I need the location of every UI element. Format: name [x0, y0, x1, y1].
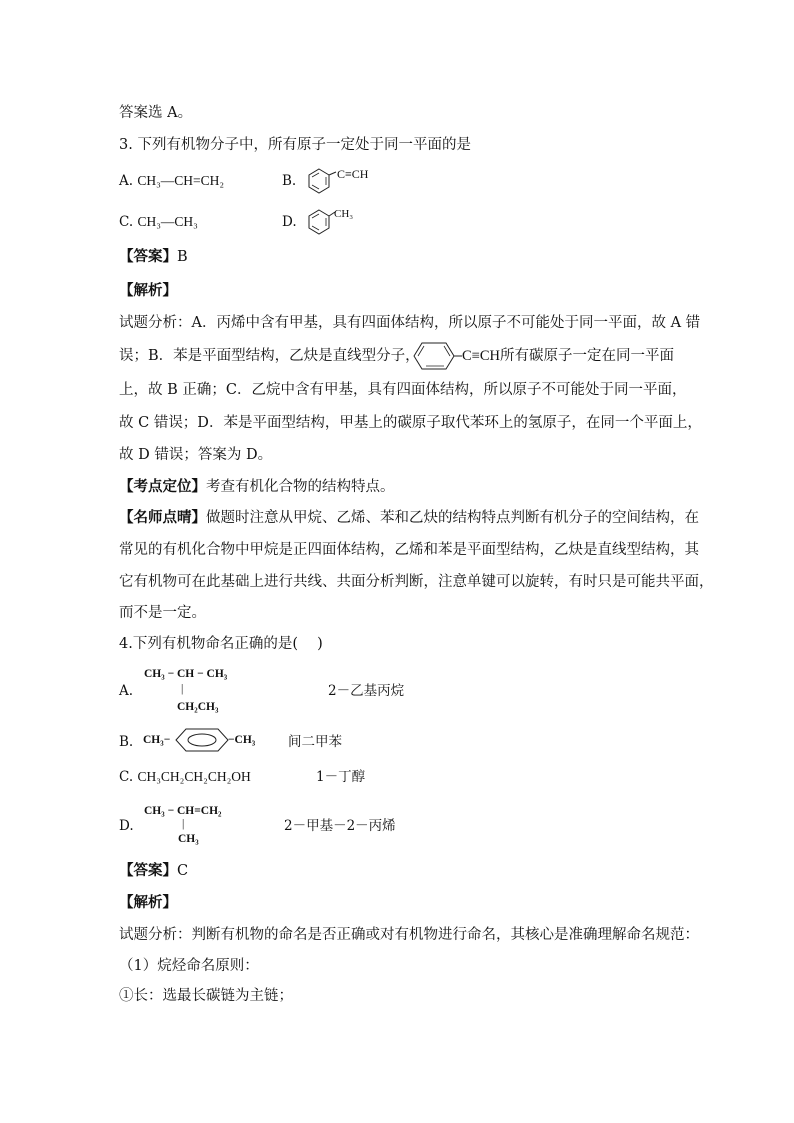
q4-b-right: −CH₃ [228, 734, 256, 746]
q4-c-formula: CH₃CH₂CH₂CH₂OH [137, 769, 251, 784]
benzene-ring-inline-icon [402, 338, 462, 374]
q3-analysis-line-4: 故 C 错误；D．苯是平面型结构，甲基上的碳原子取代苯环上的氢原子，在同一个平面上， [119, 415, 702, 431]
q4-d-name: 2－甲基－2－丙烯 [284, 818, 396, 834]
q4-option-c [119, 768, 251, 786]
q3-analysis-line-2a: 误；B．苯是平面型结构，乙炔是直线型分子， [119, 348, 420, 364]
q4-b-name: 间二甲苯 [288, 734, 342, 750]
q4-c-label: C. [119, 769, 138, 785]
q3-option-d-label: D. [282, 214, 297, 230]
q4-c-name: 1－丁醇 [316, 769, 366, 785]
q3-option-b-label: B. [282, 173, 297, 189]
q3-option-a-formula: CH₃—CH=CH₂ [137, 173, 225, 188]
q4-analysis-line-3: ①长：选最长碳链为主链； [119, 988, 293, 1004]
q4-a-top: CH₃ − CH − CH₃ [144, 668, 228, 680]
q3-option-d-group: CH₃ [334, 208, 354, 220]
q4-a-label: A. [119, 683, 134, 699]
q4-analysis-line-1: 试题分析：判断有机物的命名是否正确或对有机物进行命名，其核心是准确理解命名规范： [119, 927, 699, 943]
q3-analysis-line-2b: C≡CH所有碳原子一定在同一平面 [462, 348, 674, 364]
q4-answer [119, 862, 188, 880]
q3-analysis-line-5: 故 D 错误；答案为 D。 [119, 447, 273, 463]
q3-analysis-line-3: 上，故 B 正确；C．乙烷中含有甲基，具有四面体结构，所以原子不可能处于同一平面， [119, 382, 687, 398]
answer-tag: 【答案】 [119, 248, 177, 265]
q3-option-c-label: C. [119, 214, 138, 230]
q4-d-label: D. [119, 818, 134, 834]
answer-value: B [177, 249, 188, 265]
q3-option-a [119, 172, 224, 190]
mingshi-line-2: 常见的有机化合物中甲烷是正四面体结构，乙烯和苯是平面型结构，乙炔是直线型结构，其 [119, 542, 699, 558]
q4-a-bottom: CH₂CH₃ [177, 701, 219, 713]
q4-a-name: 2－乙基丙烷 [328, 683, 405, 699]
q4-d-bottom: CH₃ [178, 833, 199, 845]
intro-line: 答案选 A。 [119, 105, 193, 121]
q4-b-label: B. [119, 734, 134, 750]
mingshi-line-1 [119, 509, 699, 527]
kaodian-tag: 【考点定位】 [119, 478, 206, 495]
q3-option-b-group: C≡CH [337, 167, 369, 181]
q3-option-a-label: A. [119, 173, 138, 189]
q4-d-top: CH₃ − CH=CH₂ [144, 805, 222, 817]
answer-tag-q4: 【答案】 [119, 862, 177, 879]
mingshi-tag: 【名师点晴】 [119, 509, 206, 526]
analysis-tag-q4: 【解析】 [119, 894, 177, 911]
mingshi-text-1: 做题时注意从甲烷、乙烯、苯和乙炔的结构特点判断有机分子的空间结构，在 [206, 510, 699, 526]
q4-d-bar: | [182, 818, 185, 830]
q3-analysis-line-1: 试题分析：A．丙烯中含有甲基，具有四面体结构，所以原子不可能处于同一平面，故 A 错 [119, 315, 701, 331]
kaodian-text: 考查有机化合物的结构特点。 [206, 479, 395, 495]
analysis-tag: 【解析】 [119, 282, 177, 299]
kaodian-line [119, 478, 395, 496]
q3-stem: 3. 下列有机物分子中，所有原子一定处于同一平面的是 [119, 137, 471, 153]
q3-option-c [119, 213, 198, 231]
q4-stem: 4.下列有机物命名正确的是( ) [119, 636, 323, 652]
q3-option-c-formula: CH₃—CH₃ [137, 214, 198, 229]
q4-a-bar: | [181, 683, 184, 695]
mingshi-line-3: 它有机物可在此基础上进行共线、共面分析判断，注意单键可以旋转，有时只是可能共平面， [119, 574, 714, 590]
q3-answer [119, 248, 188, 266]
answer-value-q4: C [177, 863, 189, 879]
q4-b-left: CH₃− [143, 734, 171, 746]
mingshi-line-4: 而不是一定。 [119, 605, 206, 621]
q4-analysis-line-2: （1）烷烃命名原则： [119, 958, 259, 974]
